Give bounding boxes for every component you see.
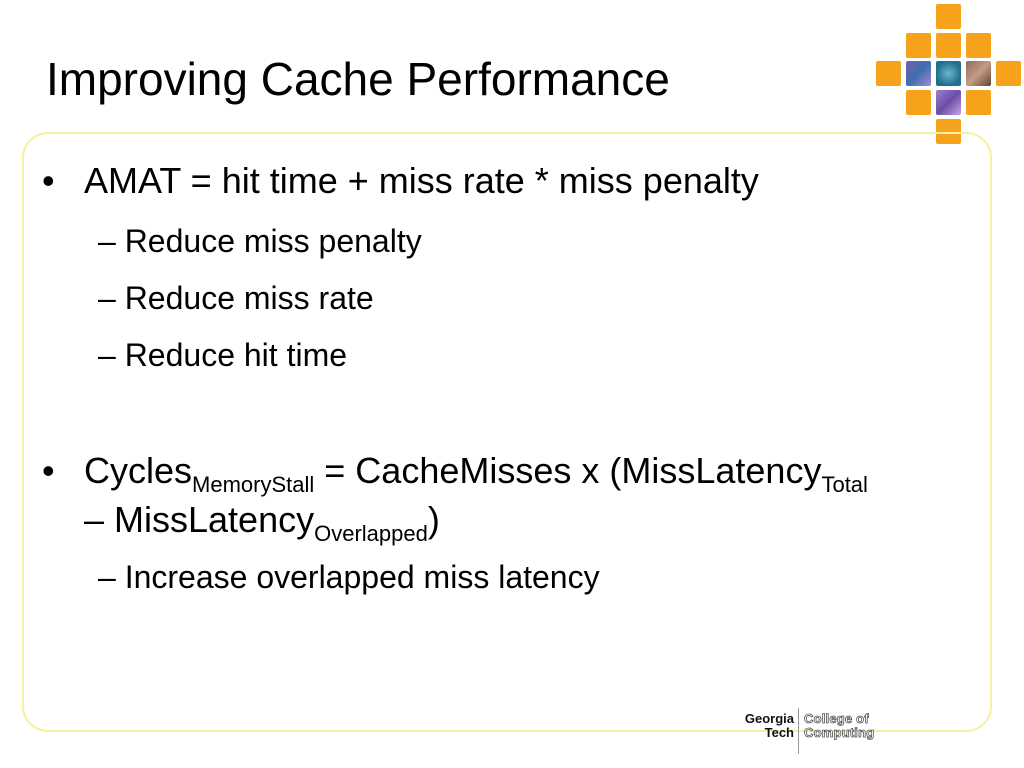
bullet-text: AMAT = hit time + miss rate * miss penalty [84,160,759,201]
bullet-marker: • [42,450,55,491]
equation-text: = CacheMisses x (MissLatency [314,450,822,491]
subscript-total: Total [821,472,868,497]
subscript-memorystall: MemoryStall [192,472,315,497]
georgia-tech-logo [724,706,888,756]
bullet-text [84,450,868,497]
logo-georgia-tech [724,712,794,740]
subscript-overlapped: Overlapped [314,521,428,546]
subitem-reduce-miss-rate: – Reduce miss rate [98,280,374,316]
cycles-text: Cycles [84,450,193,491]
logo-line1: Georgia [744,711,794,726]
close-paren: ) [427,499,440,540]
logo-college [804,712,888,740]
slide-title: Improving Cache Performance [46,53,670,105]
logo-line2: Tech [764,725,794,740]
subitem-reduce-miss-penalty: – Reduce miss penalty [98,223,422,259]
logo-divider [798,708,799,754]
logo-college-line1: College of [804,711,869,726]
logo-college-line2: Computing [804,725,875,740]
subitem-reduce-hit-time: – Reduce hit time [98,337,348,373]
bullet-marker: • [42,160,55,201]
subitem-increase-overlapped: – Increase overlapped miss latency [98,559,600,595]
bullet-continuation [84,499,440,546]
continuation-text: – MissLatency [84,499,315,540]
